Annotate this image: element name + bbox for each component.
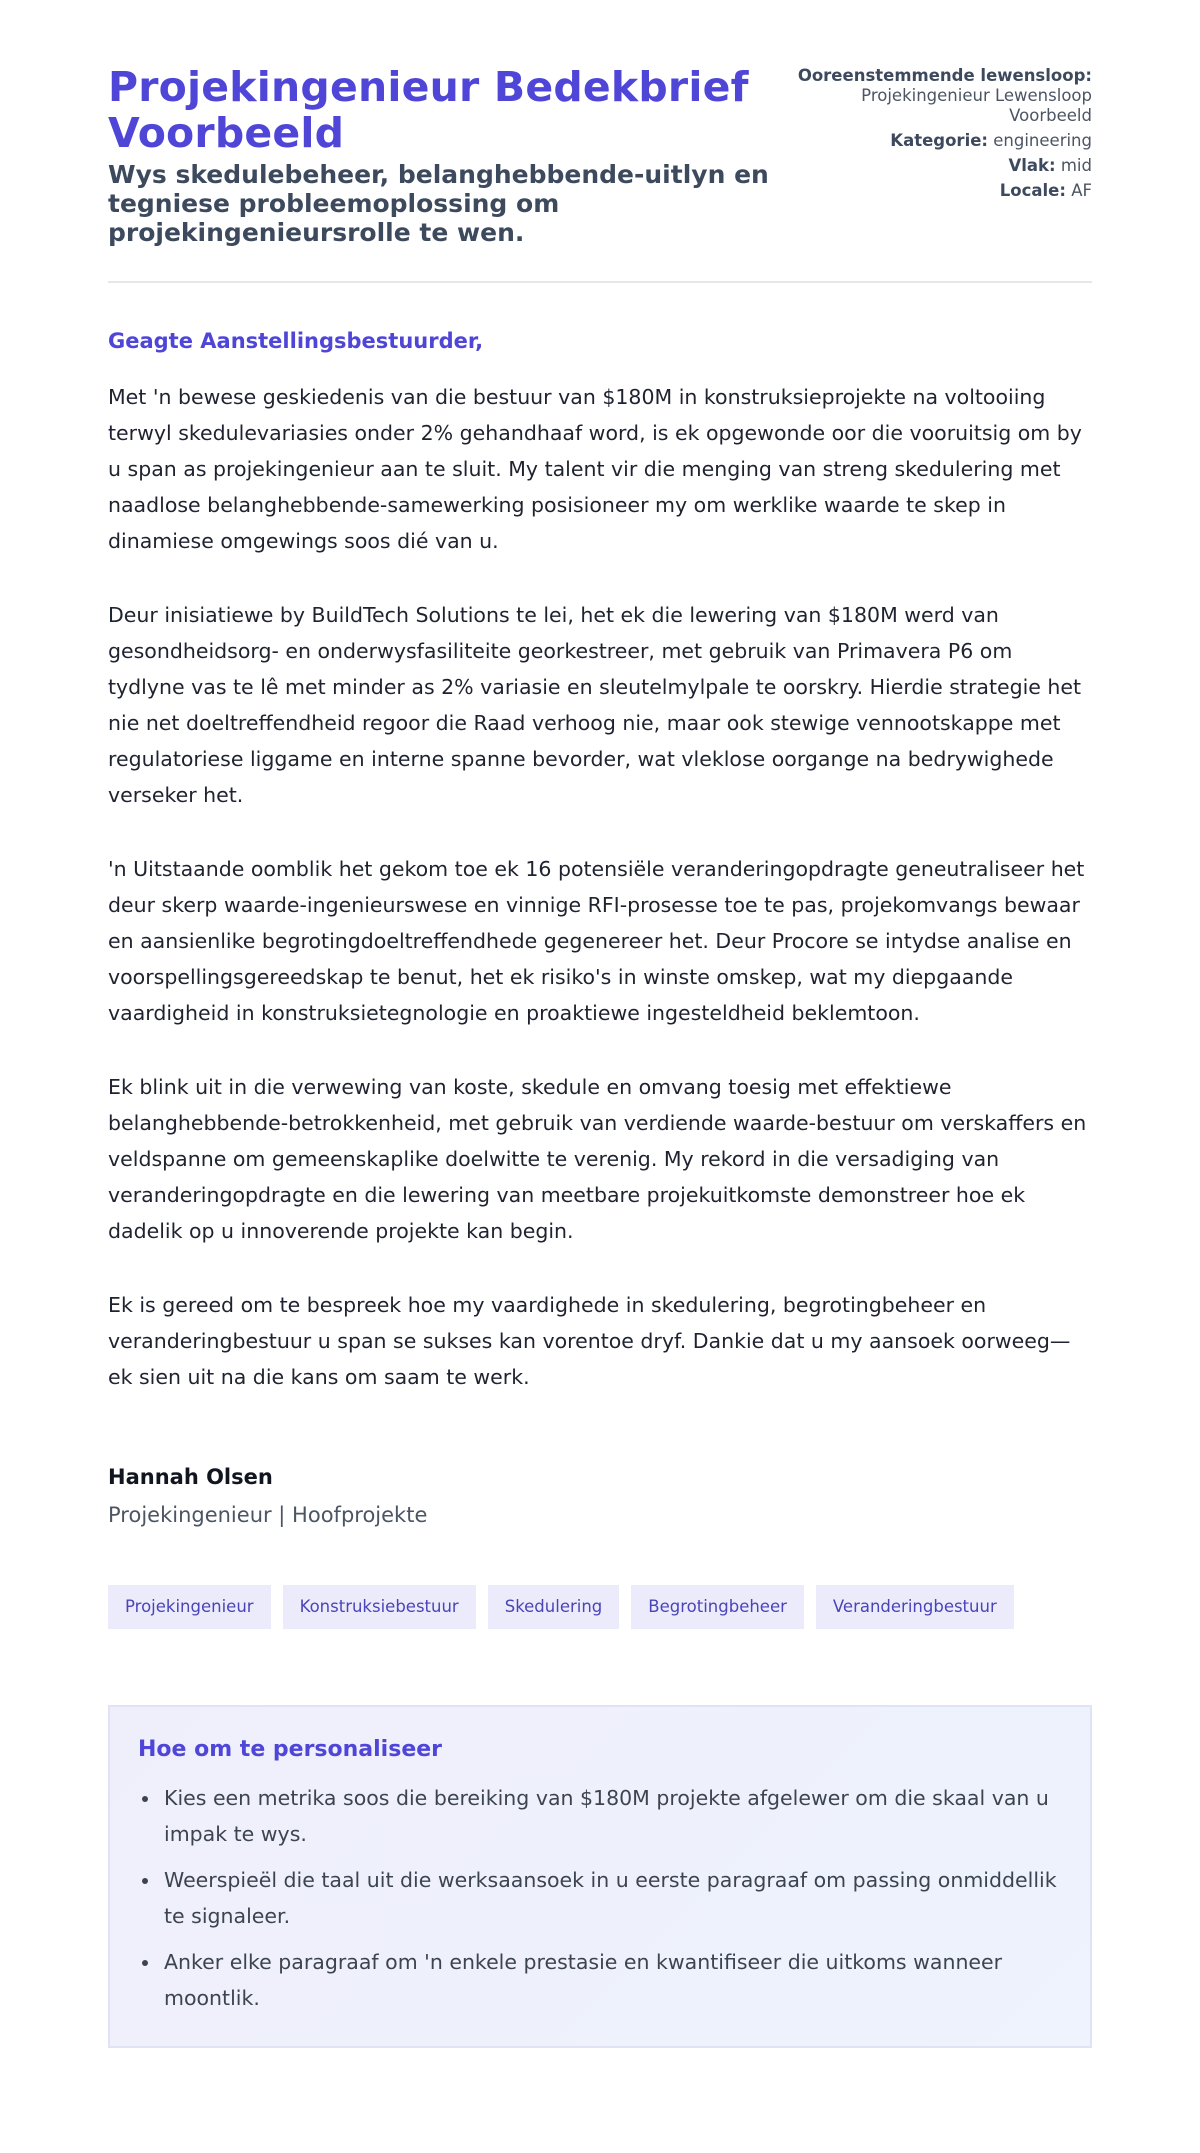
tag-veranderingbestuur[interactable]: Veranderingbestuur: [816, 1585, 1014, 1629]
meta-matching-resume-value: Projekingenieur Lewensloop Voorbeeld: [861, 86, 1092, 125]
header-titles: [108, 64, 794, 247]
letter-paragraph: Ek is gereed om te bespreek hoe my vaardighede in skedulering, begrotingbeheer en veranderingbestuur u span se sukses kan vorentoe dryf. Dankie dat u my aansoek oorweeg—ek sien uit na die kans om saam te werk.: [108, 1293, 1071, 1389]
meta-matching-resume: [794, 66, 1092, 126]
signature-name: Hannah Olsen: [108, 1465, 273, 1489]
letter-paragraph: 'n Uitstaande oomblik het gekom toe ek 16 potensiële veranderingopdragte geneutraliseer het deur skerp waarde-ingenieurswese en vinnige RFI-prosesse toe te pas, projekomvangs bewaar en aansienlike begrotingdoeltreffendhede gegenereer het. Deur Procore se intydse analise en voorspellingsgereedskap te benut, het ek risiko's in winste omskep, wat my diepgaande vaardigheid in konstruksietegnologie en proaktiewe ingesteldheid beklemtoon.: [108, 857, 1085, 1025]
letter-greeting: Geagte Aanstellingsbestuurder,: [108, 329, 484, 353]
tag-begrotingbeheer[interactable]: Begrotingbeheer: [631, 1585, 804, 1629]
meta-level-value: mid: [1060, 156, 1092, 175]
bullet-icon: [142, 1878, 148, 1884]
tag-projekingenieur[interactable]: Projekingenieur: [108, 1585, 271, 1629]
meta-locale-label: Locale:: [999, 181, 1066, 200]
letter-paragraph: Ek blink uit in die verwewing van koste, skedule en omvang toesig met effektiewe belanghebbende-betrokkenheid, met gebruik van verdiende waarde-bestuur om verskaffers en veldspanne om gemeenskaplike doelwitte te verenig. My rekord in die versadiging van veranderingopdragte en die lewering van meetbare projekuitkomste demonstreer hoe ek dadelik op u innoverende projekte kan begin.: [108, 1075, 1087, 1243]
meta-category: [794, 131, 1092, 151]
signature-title: Projekingenieur | Hoofprojekte: [108, 1503, 428, 1527]
bullet-icon: [142, 1796, 148, 1802]
skill-tags: [108, 1585, 1092, 1629]
letter-paragraph: Met 'n bewese geskiedenis van die bestuur van $180M in konstruksieprojekte na voltooiing terwyl skedulevariasies onder 2% gehandhaaf word, is ek opgewonde oor die vooruitsig om by u span as projekingenieur aan te sluit. My talent vir die menging van streng skedulering met naadlose belanghebbende-samewerking posisioneer my om werklike waarde te skep in dinamiese omgewings soos dié van u.: [108, 385, 1082, 553]
tips-list: [138, 1780, 1060, 2016]
tips-title: Hoe om te personaliseer: [138, 1737, 443, 1762]
tip-text: Weerspieël die taal uit die werksaansoek in u eerste paragraaf om passing onmiddellik te signaleer.: [164, 1868, 1057, 1928]
letter-paragraph: Deur inisiatiewe by BuildTech Solutions te lei, het ek die lewering van $180M werd van gesondheidsorg- en onderwysfasiliteite georkestreer, met gebruik van Primavera P6 om tydlyne vas te lê met minder as 2% variasie en sleutelmylpale te oorskry. Hierdie strategie het nie net doeltreffendheid regoor die Raad verhoog nie, maar ook stewige vennootskappe met regulatoriese liggame en interne spanne bevorder, wat vleklose oorgange na bedrywighede verseker het.: [108, 603, 1082, 807]
tip-text: Kies een metrika soos die bereiking van $180M projekte afgelewer om die skaal van u impak te wys.: [164, 1786, 1049, 1846]
personalize-tips-box: [108, 1705, 1092, 2048]
tip-text: Anker elke paragraaf om 'n enkele prestasie en kwantifiseer die uitkoms wanneer moontlik.: [164, 1950, 1003, 2010]
meta-level: [794, 156, 1092, 176]
page-subtitle: Wys skedulebeheer, belanghebbende-uitlyn en tegniese probleemoplossing om projekingenieursrolle te wen.: [108, 160, 769, 247]
meta-category-label: Kategorie:: [890, 131, 989, 150]
letter-body: [108, 329, 1092, 1527]
page-title: Projekingenieur Bedekbrief Voorbeeld: [108, 63, 749, 157]
tag-konstruksiebestuur[interactable]: Konstruksiebestuur: [283, 1585, 476, 1629]
page-header: [108, 64, 1092, 283]
meta-locale-value: AF: [1071, 181, 1092, 200]
tip-item: [138, 1780, 1060, 1852]
meta-matching-resume-label: Ooreenstemmende lewensloop:: [797, 66, 1092, 85]
tag-skedulering[interactable]: Skedulering: [488, 1585, 620, 1629]
meta-locale: [794, 181, 1092, 201]
meta-category-value: engineering: [993, 131, 1092, 150]
meta-panel: [794, 66, 1092, 206]
tip-item: [138, 1944, 1060, 2016]
meta-level-label: Vlak:: [1008, 156, 1056, 175]
bullet-icon: [142, 1960, 148, 1966]
tip-item: [138, 1862, 1060, 1934]
